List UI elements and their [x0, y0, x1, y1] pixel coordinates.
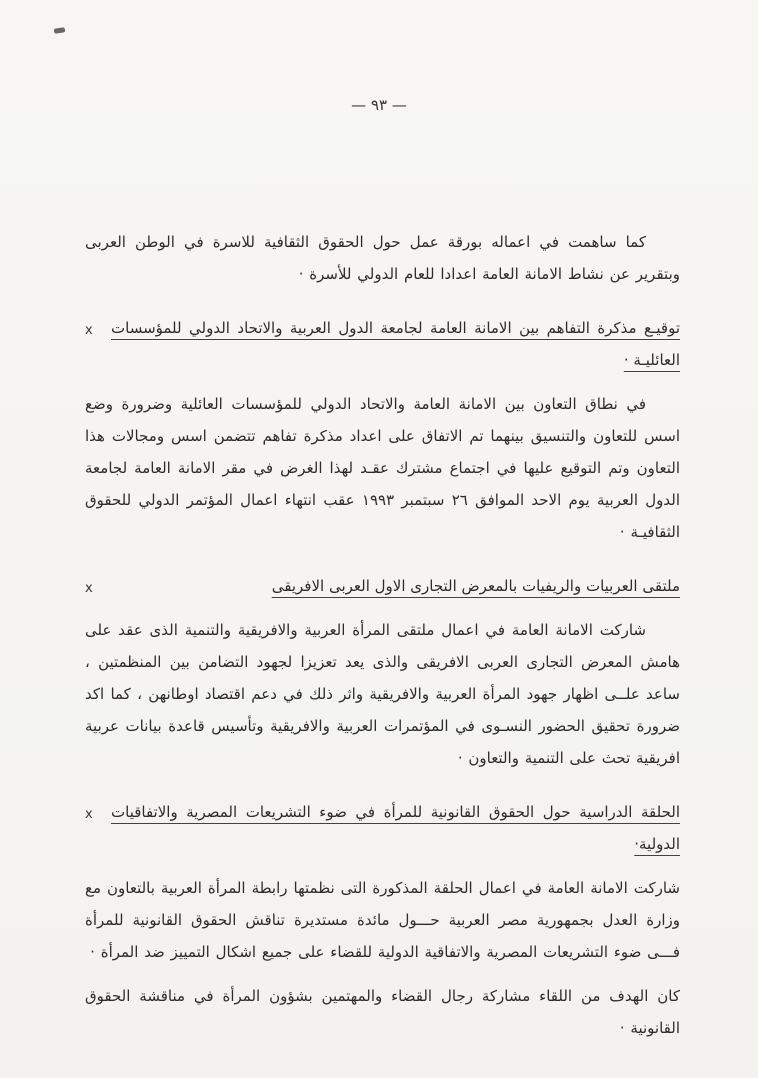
section-heading-mou	[85, 312, 680, 376]
page-number: — ٩٣ —	[351, 96, 407, 114]
paragraph-forum-body: شاركت الامانة العامة في اعمال ملتقى المرأة العربية والافريقية والتنمية الذى عقد على هامش المعرض التجارى العربى الافريقى والذى يعد تعزيزا لجهود التضامن بين المنظمتين ، ساعد علــى اظهار جهود المرأة العربية والافريقية واثر ذلك في دعم اقتصاد اوطانهن ، كما اكد ضرورة تحقيق الحضور النسـوى في المؤتمرات العربية والافريقية وتأسيس قاعدة بيانات عربية افريقية تحث على التنمية والتعاون ·	[85, 621, 680, 767]
paragraph-seminar-body: شاركت الامانة العامة في اعمال الحلقة المذكورة التى نظمتها رابطة المرأة العربية بالتعاون مع وزارة العدل بجمهورية مصر العربية حـــول مائدة مستديرة تناقش الحقوق القانونية للمرأة فـــى ضوء التشريعات المصرية والاتفاقية الدولية للقضاء على جميع اشكال التمييز ضد المرأة ·	[85, 879, 680, 961]
paragraph-intro: كما ساهمت في اعماله بورقة عمل حول الحقوق الثقافية للاسرة في الوطن العربى وبتقرير عن نشاط الامانة العامة اعدادا للعام الدولي للأسرة ·	[85, 233, 680, 283]
section-heading-text: توقيـع مذكرة التفاهم بين الامانة العامة لجامعة الدول العربية والاتحاد الدولي للمؤسسات العائليـة ·	[111, 319, 680, 369]
bullet-marker: x	[85, 323, 93, 338]
bullet-marker: x	[85, 807, 93, 822]
paragraph-mou-body: في نطاق التعاون بين الامانة العامة والاتحاد الدولي للمؤسسات العائلية وضرورة وضع اسس للتعاون والتنسيق بينهما تم الاتفاق على اعداد مذكرة تفاهم تتضمن اسس ومجالات هذا التعاون وتم التوقيع عليها في اجتماع مشترك عقـد لهذا الغرض في مقر الامانة العامة لجامعة الدول العربية يوم الاحد الموافق ٢٦ سبتمبر ١٩٩٣ عقب انتهاء اعمال المؤتمر الدولي للحقوق الثقافيـة ·	[85, 395, 680, 541]
document-content	[0, 226, 758, 1044]
section-heading-text: الحلقة الدراسية حول الحقوق القانونية للمرأة في ضوء التشريعات المصرية والاتفاقيات الدولية·	[111, 803, 680, 853]
paragraph-seminar-goal: كان الهدف من اللقاء مشاركة رجال القضاء والمهتمين بشؤون المرأة في مناقشة الحقوق القانونية ·	[85, 987, 680, 1037]
bullet-marker: x	[85, 581, 93, 596]
section-heading-text: ملتقى العربيات والريفيات بالمعرض التجارى الاول العربى الافريقى	[271, 577, 680, 595]
section-heading-seminar	[85, 796, 680, 860]
section-heading-forum	[85, 570, 680, 602]
